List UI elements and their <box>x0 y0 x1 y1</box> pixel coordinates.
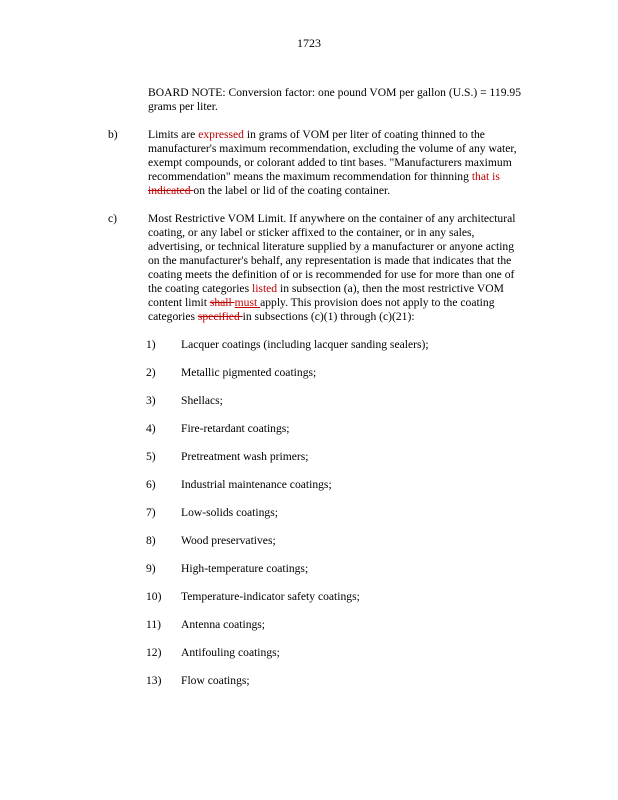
list-item-number: 13) <box>146 674 162 687</box>
section-b-text-1: Limits are <box>148 128 199 141</box>
section-b-text-2: in grams of VOM per liter of coating thinned to the manufacturer's maximum recommendation, excluding the volume of any water, exempt compounds, or colorant added to tint bases. "Manufacturers maximum recommendation" means the maximum recommendation for thinning <box>148 128 517 183</box>
list-item-text: Temperature-indicator safety coatings; <box>181 590 360 603</box>
section-c-insertion-must: must <box>234 296 261 309</box>
list-item <box>146 478 429 506</box>
list-item-text: Wood preservatives; <box>181 534 276 547</box>
page-number: 1723 <box>297 36 321 50</box>
section-b-text-3: on the label or lid of the coating container. <box>193 184 391 197</box>
list-item-number: 1) <box>146 338 156 351</box>
list-item-text: Lacquer coatings (including lacquer sanding sealers); <box>181 338 429 351</box>
list-item-text: Antenna coatings; <box>181 618 266 631</box>
list-item-number: 7) <box>146 506 156 519</box>
list-item-text: Flow coatings; <box>181 674 250 687</box>
list-item <box>146 534 429 562</box>
list-item-text: Industrial maintenance coatings; <box>181 478 332 491</box>
list-item-text: Shellacs; <box>181 394 223 407</box>
section-b-paragraph <box>148 128 528 198</box>
list-item-number: 5) <box>146 450 156 463</box>
section-c-insertion-listed: listed <box>251 282 278 295</box>
list-item-number: 8) <box>146 534 156 547</box>
coating-category-list <box>146 338 429 702</box>
list-item-text: Antifouling coatings; <box>181 646 280 659</box>
list-item-number: 3) <box>146 394 156 407</box>
list-item <box>146 646 429 674</box>
section-c-text-4: in subsections (c)(1) through (c)(21): <box>242 310 415 323</box>
section-c-label: c) <box>108 212 118 225</box>
list-item-number: 4) <box>146 422 156 435</box>
list-item-number: 11) <box>146 618 162 631</box>
list-item-number: 6) <box>146 478 156 491</box>
section-c-deletion-shall: shall <box>209 296 235 309</box>
list-item <box>146 674 429 702</box>
board-note: BOARD NOTE: Conversion factor: one pound VOM per gallon (U.S.) = 119.95 grams per liter. <box>148 86 521 113</box>
list-item <box>146 562 429 590</box>
list-item <box>146 422 429 450</box>
list-item-text: Metallic pigmented coatings; <box>181 366 317 379</box>
section-c-text-3: apply. This provision does not apply to the coating categories <box>148 296 495 323</box>
section-c-paragraph <box>148 212 528 324</box>
list-item-text: High-temperature coatings; <box>181 562 309 575</box>
list-item <box>146 450 429 478</box>
list-item-text: Fire-retardant coatings; <box>181 422 290 435</box>
list-item-number: 2) <box>146 366 156 379</box>
list-item-number: 9) <box>146 562 156 575</box>
list-item <box>146 590 429 618</box>
list-item-number: 10) <box>146 590 162 603</box>
list-item <box>146 394 429 422</box>
section-c-text-1: Most Restrictive VOM Limit. If anywhere on the container of any architectural coating, or any label or sticker affixed to the container, or in any sales, advertising, or technical literature supplied by a manufacturer or anyone acting on the manufacturer's behalf, any representation is made that indicates that the coating meets the definition of or is recommended for use for more than one of the coating categories <box>148 212 516 295</box>
list-item <box>146 338 429 366</box>
list-item <box>146 506 429 534</box>
section-c-deletion-specified: specified <box>197 310 243 323</box>
section-b-deletion-indicated: indicated <box>148 184 194 197</box>
section-b-label: b) <box>108 128 118 141</box>
section-b-insertion-expressed: expressed <box>198 128 244 141</box>
list-item-text: Low-solids coatings; <box>181 506 278 519</box>
list-item-text: Pretreatment wash primers; <box>181 450 309 463</box>
section-c-text-2: in subsection (a), then the most restrictive VOM content limit <box>148 282 504 309</box>
list-item <box>146 366 429 394</box>
list-item <box>146 618 429 646</box>
list-item-number: 12) <box>146 646 162 659</box>
section-b-insertion-that-is: that is <box>471 170 500 183</box>
